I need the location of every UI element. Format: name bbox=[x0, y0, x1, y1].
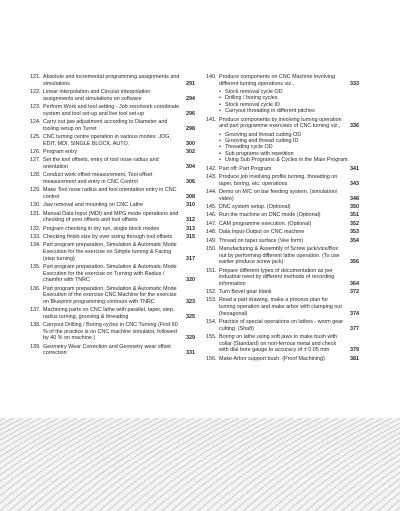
toc-entry-number: 123. bbox=[30, 103, 41, 110]
toc-entry-text: Set the tool offsets, entry of tool nose radius and orientation bbox=[43, 157, 159, 170]
toc-entry-number: 138. bbox=[30, 322, 41, 329]
toc-entry-number: 132. bbox=[30, 225, 41, 232]
toc-entry-page: 310 bbox=[186, 202, 195, 209]
toc-entry-page: 325 bbox=[186, 313, 195, 320]
toc-entry-text: Machining parts on CNC lathe with parallel, taper, step, radius turning, grooving & threading bbox=[43, 307, 175, 320]
toc-entry-title bbox=[219, 319, 359, 332]
toc-entry-text: Conduct work offset measurement, Tool offset measurement and entry in CNC Control bbox=[43, 172, 153, 185]
toc-entry-title bbox=[219, 204, 359, 211]
toc-entry-number: 137. bbox=[30, 307, 41, 314]
toc-entry bbox=[206, 212, 359, 219]
bullet-icon: • bbox=[219, 150, 221, 157]
toc-entry bbox=[30, 89, 195, 102]
toc-entry bbox=[206, 204, 359, 211]
toc-entry bbox=[30, 264, 195, 284]
toc-entry bbox=[206, 166, 359, 173]
toc-entry-number: 128. bbox=[30, 172, 41, 179]
bullet-icon: • bbox=[219, 138, 221, 144]
toc-entry-title bbox=[43, 307, 195, 320]
toc-entry-number: 133. bbox=[30, 234, 41, 241]
toc-entry bbox=[206, 319, 359, 332]
toc-entry-page: 317 bbox=[186, 255, 195, 262]
toc-right-column bbox=[206, 74, 359, 364]
toc-entry bbox=[206, 246, 359, 266]
toc-entry bbox=[206, 229, 359, 236]
toc-entry bbox=[30, 202, 195, 209]
toc-entry bbox=[206, 174, 359, 187]
bullet-icon: • bbox=[219, 144, 221, 151]
toc-entry-text: Run the machine on DNC mode (Optional) bbox=[219, 212, 321, 219]
toc-entry-title bbox=[43, 119, 195, 132]
toc-entry-page: 306 bbox=[186, 178, 195, 185]
toc-entry-text: Part program preparation, Simulation & Automatic Mode Execution of the exercise CNC Machine for the exercise on Blueprint programming contours with TNRC bbox=[43, 285, 177, 305]
toc-entry-number: 154. bbox=[206, 319, 217, 326]
toc-entry-number: 141. bbox=[206, 116, 217, 123]
toc-entry-title bbox=[43, 286, 195, 306]
bullet-icon: • bbox=[219, 108, 221, 115]
toc-entry-text: Prepare different types of documentation as per industrial need by different methods of recording information bbox=[219, 267, 335, 287]
toc-entry-text: Produce components on CNC Machine involving different turning operations viz., bbox=[219, 74, 335, 87]
toc-entry-page: 379 bbox=[350, 347, 359, 354]
toc-entry bbox=[206, 74, 359, 87]
toc-entry-number: 142. bbox=[206, 165, 217, 172]
toc-entry-number: 126. bbox=[30, 148, 41, 155]
toc-entry-page: 336 bbox=[350, 123, 359, 130]
toc-entry bbox=[206, 189, 359, 202]
toc-entry-title bbox=[219, 212, 359, 219]
toc-entry-title bbox=[219, 334, 359, 354]
toc-entry-text: Carryout Drilling / Boring cycles in CNC Turning (First 60 % of the practice is on CNC machine simulator, followed by 40 % on machine.) bbox=[43, 322, 178, 342]
toc-entry-text: Part off: Part Program bbox=[219, 165, 272, 172]
toc-entry-text: Geometry Wear Correction and Geometry wear offset correction bbox=[43, 343, 171, 357]
toc-entry-number: 145. bbox=[206, 203, 217, 210]
toc-entry bbox=[206, 117, 359, 130]
toc-entry-number: 130. bbox=[30, 202, 41, 209]
decorative-footer-pattern bbox=[0, 418, 400, 511]
toc-entry-text: Checking finish size by over sizing through tool offsets bbox=[43, 234, 173, 241]
toc-entry-text: Absolute and incremental programming assignments and simulations bbox=[43, 74, 180, 87]
toc-entry-page: 294 bbox=[186, 95, 195, 102]
toc-entry-text: Thread on taper surface (Vee form) bbox=[219, 237, 304, 244]
toc-entry-page: 300 bbox=[186, 140, 195, 147]
toc-entry-text: CNC turning centre operation in various modes: JOG, EDIT, MDI, SINGLE BLOCK, AUTO. bbox=[43, 133, 171, 147]
toc-bullet-text: Using Sub Programs & Cycles in the Main Program. bbox=[225, 157, 350, 164]
toc-entry-page: 320 bbox=[186, 277, 195, 284]
toc-entry-page: 341 bbox=[350, 165, 359, 172]
toc-entry-page: 353 bbox=[350, 229, 359, 236]
toc-entry-page: 323 bbox=[186, 298, 195, 305]
toc-entry-text: Jaw removal and mounting on CNC Lathe bbox=[43, 202, 144, 209]
toc-entry-text: DNC system setup. (Optional) bbox=[219, 203, 291, 210]
toc-entry bbox=[30, 307, 195, 320]
toc-entry-page: 329 bbox=[186, 335, 195, 342]
toc-entry-number: 153. bbox=[206, 297, 217, 304]
toc-entry-text: Linear interpolation and Circular interpolation assignments and simulations on software bbox=[43, 88, 151, 102]
toc-entry-page: 372 bbox=[350, 289, 359, 296]
toc-entry bbox=[206, 268, 359, 288]
toc-entry-title bbox=[43, 134, 195, 147]
toc-bullet-item bbox=[219, 108, 359, 114]
toc-entry-number: 122. bbox=[30, 88, 41, 95]
toc-entry bbox=[30, 149, 195, 156]
toc-entry-number: 139. bbox=[30, 343, 41, 350]
toc-entry-text: Data Input-Output on CNC machine bbox=[219, 229, 305, 236]
toc-entry-number: 136. bbox=[30, 285, 41, 292]
toc-entry-page: 331 bbox=[186, 350, 195, 357]
toc-entry-title bbox=[219, 238, 359, 245]
toc-entry bbox=[30, 104, 195, 117]
toc-entry-title bbox=[43, 157, 195, 170]
toc-entry-title bbox=[43, 211, 195, 224]
toc-entry-title bbox=[43, 202, 195, 209]
toc-entry-text: Part program preparation, Simulation & Automatic Mode Execution for the exercise on Turning with Radius / chamfer with TNRC bbox=[43, 264, 177, 284]
toc-entry-text: Boring on lathe using soft jaws to make bush with collar (Standard) on non-ferrous metal and check with dial bore gauge to accuracy of ± 0.05 mm bbox=[219, 334, 338, 354]
toc-entry-title bbox=[43, 242, 195, 262]
toc-entry-page: 308 bbox=[186, 193, 195, 200]
toc-entry-page: 333 bbox=[350, 80, 359, 87]
toc-bullet-item bbox=[219, 157, 359, 163]
toc-entry-title bbox=[219, 117, 359, 130]
toc-entry-number: 147. bbox=[206, 220, 217, 227]
bullet-icon: • bbox=[219, 131, 221, 138]
bullet-icon: • bbox=[219, 101, 221, 108]
toc-entry-title bbox=[43, 187, 195, 200]
toc-entry-page: 304 bbox=[186, 163, 195, 170]
toc-bullet-text: Stock removal cycle ID bbox=[225, 101, 280, 108]
toc-entry-page: 302 bbox=[186, 148, 195, 155]
toc-entry bbox=[206, 356, 359, 363]
toc-entry-title bbox=[43, 234, 195, 241]
toc-entry-text: Part program preparation, Simulation & Automatic Mode Execution for the exercise on Simple turning & Facing (step turning) bbox=[43, 242, 177, 262]
toc-entry bbox=[30, 286, 195, 306]
toc-bullet-text: Carryout threading in different pitches bbox=[225, 108, 315, 115]
toc-entry-page: 298 bbox=[186, 125, 195, 132]
toc-entry-page: 374 bbox=[350, 310, 359, 317]
toc-entry-page: 381 bbox=[350, 355, 359, 362]
toc-entry bbox=[30, 187, 195, 200]
toc-entry-text: Manual Data Input (MDI) and MPG mode operations and checking of zero offsets and tool offsets bbox=[43, 210, 179, 224]
toc-entry bbox=[30, 344, 195, 357]
toc-entry-page: 352 bbox=[350, 220, 359, 227]
toc-entry-text: Carry out jaw adjustment according to Diameter and tooling setup on Turret bbox=[43, 118, 168, 132]
toc-entry-title bbox=[43, 264, 195, 284]
toc-entry-page: 313 bbox=[186, 225, 195, 232]
toc-entry-title bbox=[219, 297, 359, 317]
toc-entry-page: 354 bbox=[350, 237, 359, 244]
bullet-icon: • bbox=[219, 157, 221, 164]
toc-entry bbox=[30, 234, 195, 241]
toc-entry-text: Program entry bbox=[43, 148, 78, 155]
toc-entry-number: 127. bbox=[30, 157, 41, 164]
toc-entry-page: 312 bbox=[186, 217, 195, 224]
toc-left-column bbox=[30, 74, 195, 359]
toc-bullet-list bbox=[219, 132, 359, 164]
toc-entry-text: Manufacturing & Assembly of Screw jack/vice/Box nut by performing different lathe operation. (To use earlier produce screw jack) bbox=[219, 245, 340, 266]
toc-entry-number: 143. bbox=[206, 174, 217, 181]
toc-entry-title bbox=[43, 74, 195, 87]
toc-entry-title bbox=[219, 289, 359, 296]
toc-entry-text: Turn Bevel gear blank bbox=[219, 289, 272, 296]
toc-entry bbox=[30, 74, 195, 87]
toc-entry-title bbox=[219, 166, 359, 173]
toc-entry bbox=[30, 157, 195, 170]
bullet-icon: • bbox=[219, 88, 221, 95]
toc-entry-title bbox=[219, 221, 359, 228]
toc-entry-page: 296 bbox=[186, 110, 195, 117]
toc-bullet-list bbox=[219, 89, 359, 115]
toc-entry-title bbox=[43, 89, 195, 102]
toc-entry-text: Produce job involving profile turning, threading on taper, boring, etc. operations bbox=[219, 174, 338, 187]
toc-entry-title bbox=[219, 189, 359, 202]
bullet-icon: • bbox=[219, 95, 221, 102]
toc-entry bbox=[30, 226, 195, 233]
toc-bullet-text: Sub programs with repetition bbox=[225, 150, 294, 157]
toc-entry-number: 144. bbox=[206, 189, 217, 195]
toc-entry-title bbox=[219, 174, 359, 187]
toc-entry-page: 350 bbox=[350, 203, 359, 210]
toc-entry-text: Perform Work and tool setting - Job zero/work coordinate system and tool set-up and live tool set-up bbox=[43, 103, 180, 117]
toc-entry bbox=[30, 242, 195, 262]
toc-entry-title bbox=[43, 344, 195, 357]
toc-entry-page: 291 bbox=[186, 80, 195, 87]
toc-entry-number: 148. bbox=[206, 229, 217, 236]
toc-entry-title bbox=[43, 104, 195, 117]
toc-entry-text: Practice of special operations on lathes - worm gear cutting. (Shaft) bbox=[219, 319, 344, 332]
toc-entry-number: 131. bbox=[30, 210, 41, 217]
toc-entry bbox=[30, 119, 195, 132]
toc-entry-text: Program checking in dry run, single block modes bbox=[43, 225, 160, 232]
toc-entry-number: 140. bbox=[206, 74, 217, 80]
toc-entry-page: 351 bbox=[350, 212, 359, 219]
toc-entry-text: CAM programme execution. (Optional) bbox=[219, 220, 312, 227]
toc-bullet-text: Grooving and thread cutting ID bbox=[225, 138, 299, 144]
toc-entry-number: 125. bbox=[30, 133, 41, 140]
toc-entry-number: 155. bbox=[206, 334, 217, 341]
footer-stripes-graphic bbox=[0, 418, 400, 511]
toc-entry-page: 315 bbox=[186, 234, 195, 241]
toc-entry bbox=[206, 297, 359, 317]
toc-entry-title bbox=[43, 172, 195, 185]
toc-entry-title bbox=[43, 149, 195, 156]
toc-entry-title bbox=[219, 74, 359, 87]
toc-entry-page: 348 bbox=[350, 195, 359, 202]
toc-entry bbox=[206, 221, 359, 228]
toc-entry-text: Make Tool nose radius and tool orientation entry in CNC control bbox=[43, 187, 177, 200]
toc-entry-title bbox=[219, 268, 359, 288]
toc-entry-page: 364 bbox=[350, 280, 359, 287]
toc-entry bbox=[206, 289, 359, 296]
toc-entry-text: Produce components by involving turning operation and part programme exercises of CNC turning viz., bbox=[219, 116, 342, 130]
toc-entry bbox=[30, 134, 195, 147]
toc-entry-text: Demo on M/C on bar feeding system. (simulation/ video) bbox=[219, 189, 338, 202]
toc-entry-number: 152. bbox=[206, 289, 217, 296]
toc-entry bbox=[30, 322, 195, 342]
toc-entry-number: 150. bbox=[206, 245, 217, 252]
toc-entry-number: 129. bbox=[30, 187, 41, 194]
toc-entry-title bbox=[219, 356, 359, 363]
toc-entry-number: 121. bbox=[30, 74, 41, 80]
toc-bullet-text: Grooving and thread cutting OD bbox=[225, 131, 302, 138]
toc-entry-text: Make Arbor support bush. (Proof Machining) bbox=[219, 355, 325, 362]
toc-entry-title bbox=[43, 322, 195, 342]
toc-bullet-text: Stock removal cycle OD bbox=[225, 88, 283, 95]
toc-entry-title bbox=[43, 226, 195, 233]
toc-entry-page: 343 bbox=[350, 180, 359, 187]
toc-entry-number: 156. bbox=[206, 355, 217, 362]
toc-entry-number: 149. bbox=[206, 237, 217, 244]
toc-entry-number: 124. bbox=[30, 118, 41, 125]
toc-entry bbox=[30, 211, 195, 224]
toc-entry-page: 356 bbox=[350, 259, 359, 266]
toc-entry-number: 134. bbox=[30, 242, 41, 249]
toc-entry-title bbox=[219, 246, 359, 266]
toc-entry bbox=[30, 172, 195, 185]
toc-entry-page: 377 bbox=[350, 325, 359, 332]
toc-bullet-text: Drilling / boring cycles bbox=[225, 95, 278, 102]
toc-entry-title bbox=[219, 229, 359, 236]
toc-entry-number: 135. bbox=[30, 264, 41, 270]
toc-bullet-text: Threading cycle OD bbox=[225, 144, 273, 151]
toc-entry-text: Read a part drawing, make a process plan for turning operation and make arbor with clamping nut (hexagonal) bbox=[219, 297, 342, 317]
toc-entry bbox=[206, 334, 359, 354]
toc-entry-number: 146. bbox=[206, 212, 217, 219]
toc-entry-number: 151. bbox=[206, 267, 217, 274]
toc-entry bbox=[206, 238, 359, 245]
